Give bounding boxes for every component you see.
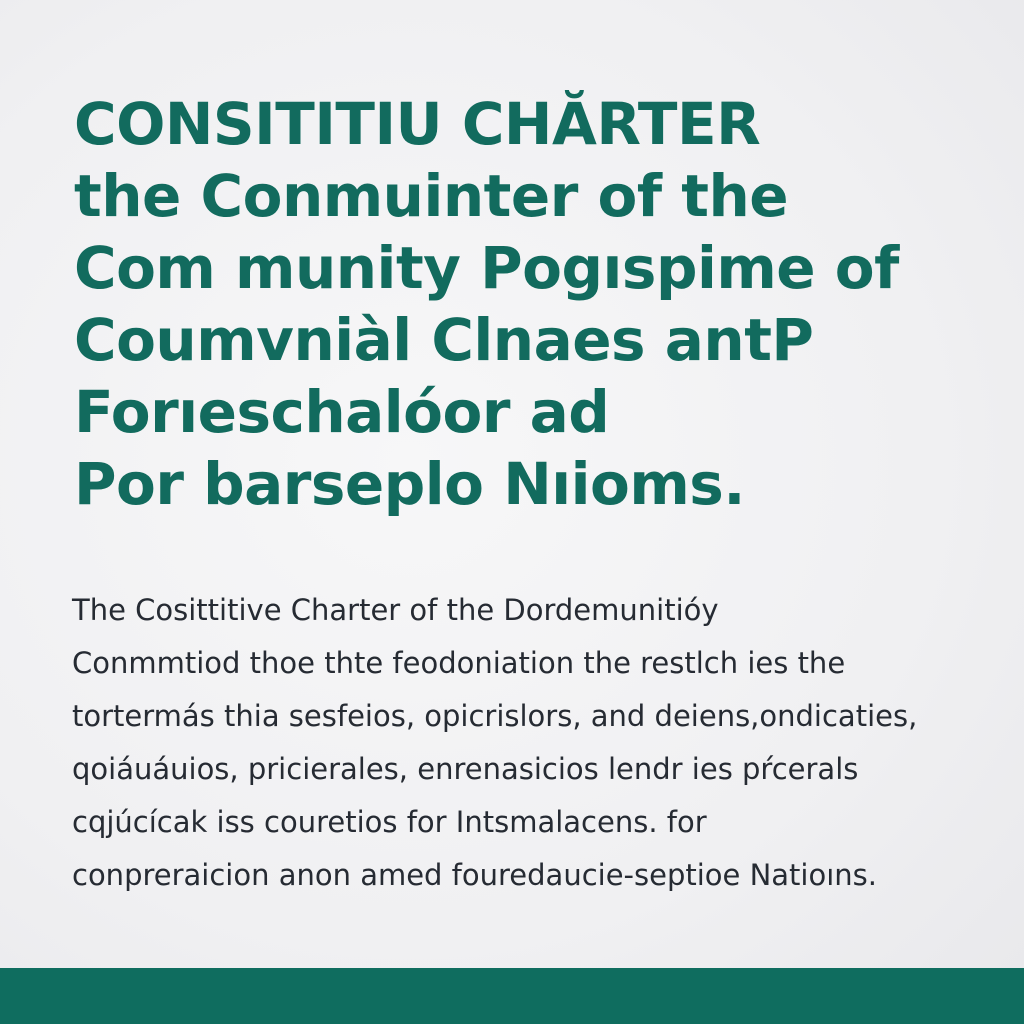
title-line-5: Forıeschalóor ad [74,378,610,446]
footer-color-band [0,968,1024,1024]
title-line-4: Coumvniàl Clnaes antP [74,306,814,374]
title-line-2: the Conmuinter of the [74,162,789,230]
body-line-1: The Cosittitive Charter of the Dordemunitióy [72,593,719,627]
body-line-3: tortermás thia sesfeios, opicrislors, and deiens,ondicaties, [72,699,918,733]
body-line-2: Conmmtiod thoe thte feodoniation the restlch ies the [72,646,846,680]
title-line-1: CONSITITIU CHĂRTER [74,90,761,158]
body-paragraph [72,584,972,902]
document-title [74,88,974,520]
body-line-4: qoiáuáuios, pricierales, enrenasicios lendr ies pŕcerals [72,752,859,786]
title-line-6: Por barseplo Nıioms. [74,450,745,518]
body-line-5: cqjúcícak iss couretios for Intsmalacens. for [72,805,707,839]
title-line-3: Com munity Pogıspime of [74,234,899,302]
body-line-6: conpreraicion anon amed fouredaucie-septioe Natioıns. [72,858,877,892]
